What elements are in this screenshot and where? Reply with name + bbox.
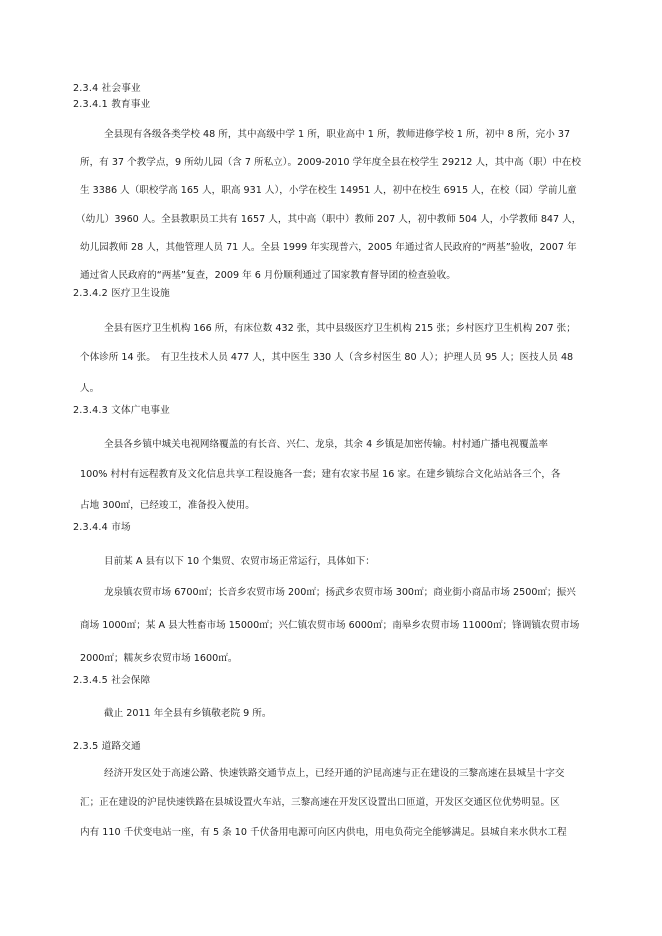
paragraph-line: 人。 xyxy=(80,383,100,394)
paragraph-line: 占地 300㎡，已经竣工，准备投入使用。 xyxy=(80,500,255,511)
heading-2-3-4-1: 2.3.4.1 教育事业 xyxy=(73,99,151,110)
heading-2-3-4-5: 2.3.4.5 社会保障 xyxy=(73,675,151,686)
paragraph-line: 2000㎡；糯灰乡农贸市场 1600㎡。 xyxy=(80,653,238,664)
paragraph-line: 生 3386 人（职校学高 165 人，职高 931 人），小学在校生 14951 人，初中在校生 6915 人，在校（园）学前儿童 xyxy=(80,185,577,196)
paragraph-line: 经济开发区处于高速公路、快速铁路交通节点上，已经开通的沪昆高速与正在建设的三黎高速在县城呈十字交 xyxy=(104,768,565,779)
paragraph-line: 全县现有各级各类学校 48 所，其中高级中学 1 所，职业高中 1 所，教师进修学校 1 所，初中 8 所，完小 37 xyxy=(104,129,571,140)
heading-2-3-4-3: 2.3.4.3 文体广电事业 xyxy=(73,405,170,416)
heading-2-3-4: 2.3.4 社会事业 xyxy=(73,83,141,94)
paragraph-line: 龙泉镇农贸市场 6700㎡；长音乡农贸市场 200㎡；扬武乡农贸市场 300㎡；商业街小商品市场 2500㎡；振兴 xyxy=(104,587,576,598)
paragraph-line: 全县有医疗卫生机构 166 所，有床位数 432 张，其中县级医疗卫生机构 215 张；乡村医疗卫生机构 207 张； xyxy=(104,323,576,334)
paragraph-line: 内有 110 千伏变电站一座，有 5 条 10 千伏备用电源可向区内供电，用电负荷完全能够满足。县城自来水供水工程 xyxy=(80,827,567,838)
paragraph-line: 全县各乡镇中城关电视网络覆盖的有长音、兴仁、龙泉，其余 4 乡镇是加密传输。村村通广播电视覆盖率 xyxy=(104,439,548,450)
paragraph-line: 目前某 A 县有以下 10 个集贸、农贸市场正常运行，具体如下： xyxy=(104,556,375,567)
paragraph-line: 所，有 37 个教学点，9 所幼儿园（含 7 所私立）。2009-2010 学年度全县在校学生 29212 人，其中高（职）中在校 xyxy=(80,157,581,168)
paragraph-line: 通过省人民政府的“两基”复查，2009 年 6 月份顺利通过了国家教育督导团的检查验收。 xyxy=(80,270,456,281)
paragraph-line: （幼儿）3960 人。全县教职员工共有 1657 人，其中高（职中）教师 207 人，初中教师 504 人，小学教师 847 人， xyxy=(76,214,582,225)
paragraph-line: 个体诊所 14 张。 有卫生技术人员 477 人，其中医生 330 人（含乡村医生 80 人）；护理人员 95 人；医技人员 48 xyxy=(80,352,574,363)
paragraph-line: 汇；正在建设的沪昆快速铁路在县城设置火车站，三黎高速在开发区设置出口匝道，开发区交通区位优势明显。区 xyxy=(80,797,560,808)
heading-2-3-4-2: 2.3.4.2 医疗卫生设施 xyxy=(73,288,170,299)
heading-2-3-4-4: 2.3.4.4 市场 xyxy=(73,522,131,533)
paragraph-line: 商场 1000㎡；某 A 县大牲畜市场 15000㎡；兴仁镇农贸市场 6000㎡；南皋乡农贸市场 11000㎡；锋调镇农贸市场 xyxy=(80,620,580,631)
paragraph-line: 截止 2011 年全县有乡镇敬老院 9 所。 xyxy=(104,708,272,719)
paragraph-line: 幼儿园教师 28 人，其他管理人员 71 人。全县 1999 年实现普六，2005 年通过省人民政府的“两基”验收，2007 年 xyxy=(80,242,577,253)
heading-2-3-5: 2.3.5 道路交通 xyxy=(73,741,141,752)
paragraph-line: 100% 村村有远程教育及文化信息共享工程设施各一套；建有农家书屋 16 家。在建乡镇综合文化站站各三个，各 xyxy=(80,469,561,480)
